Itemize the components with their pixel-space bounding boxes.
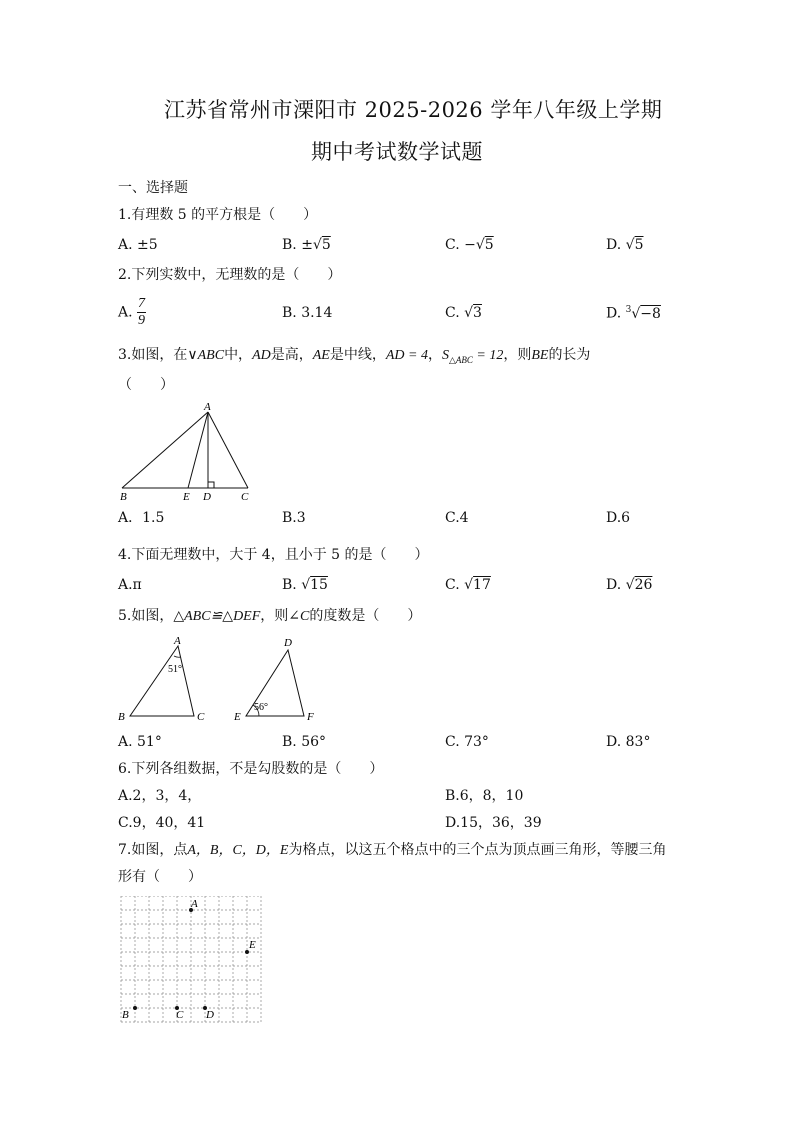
q3-label-d: D [203,491,211,503]
title-line-2: 期中考试数学试题 [311,140,483,164]
q5-triangles-figure [112,632,332,726]
q1-option-d: D. √5 [606,237,644,253]
q6-option-c: C.9，40，41 [118,815,206,831]
question-2-stem: 2.下列实数中，无理数的是（ ） [118,267,342,283]
q7-label-d: D [206,1009,214,1021]
q7-point-b [133,1006,137,1010]
q3-side-ab [122,412,208,488]
q1-option-b: B. ±√5 [282,237,331,253]
q7-label-e: E [249,939,256,951]
q3-option-b: B.3 [282,510,306,526]
q4-option-a: A.π [118,577,142,593]
q3-label-b: B [120,491,127,503]
q5-option-a: A. 51° [118,734,162,750]
question-1-stem: 1.有理数 5 的平方根是（ ） [118,207,318,223]
title-line-1: 江苏省常州市溧阳市 2025-2026 学年八年级上学期 [164,98,663,122]
q7-dashed-grid [121,896,261,1022]
question-6-stem: 6.下列各组数据，不是勾股数的是（ ） [118,761,384,777]
q5-option-b: B. 56° [282,734,327,750]
q1-option-c: C. −√5 [445,237,494,253]
q3-side-ac [208,412,248,488]
q5-triangle-abc [130,646,194,716]
q7-label-a: A [191,898,198,910]
q3-label-a: A [204,401,211,413]
q4-option-b: B. √15 [282,577,328,593]
q5-option-c: C. 73° [445,734,489,750]
q6-option-d: D.15，36，39 [445,815,542,831]
question-4-stem: 4.下面无理数中，大于 4，且小于 5 的是（ ） [118,547,429,563]
q3-median-ae [188,412,208,488]
q1-option-a: A. ±5 [118,237,158,253]
q3-option-a: A．1.5 [118,510,165,526]
q4-option-c: C. √17 [445,577,491,593]
q5-option-d: D. 83° [606,734,651,750]
q3-right-angle-mark [208,482,214,488]
q3-option-d: D.6 [606,510,631,526]
q6-option-a: A.2，3，4， [118,788,202,804]
q7-label-b: B [122,1009,129,1021]
question-3-stem: 3.如图，在∨ABC中，AD是高，AE是中线，AD = 4，$S_{\triangle ABC} = 12$，则BE的长为 [118,347,591,365]
q5-angle-e-label: 56° [254,702,268,713]
q2-option-d: D. $^3$√−8 [606,305,661,322]
q3-label-e: E [183,491,190,503]
question-5-stem: 5.如图，△ABC≌△DEF，则∠C的度数是（ ） [118,608,422,624]
q7-grid-figure [120,896,264,1024]
q4-option-d: D. √26 [606,577,653,593]
q5-label-a: A [174,635,181,647]
q6-option-b: B.6，8，10 [445,788,524,804]
q5-label-b: B [118,711,125,723]
q3-triangle-figure [110,398,270,506]
question-7-stem-line-2: 形有（ ） [118,869,202,885]
q2-option-c: C. √3 [445,305,482,321]
q5-label-c: C [197,711,205,723]
q2-option-b: B. 3.14 [282,305,333,321]
section-heading: 一、选择题 [118,180,188,196]
q3-label-c: C [241,491,249,503]
q5-label-f: F [307,711,314,723]
question-7-stem: 7.如图，点A，B，C，D，E为格点，以这五个格点中的三个点为顶点画三角形，等腰三角 [118,842,667,858]
q5-angle-a-label: 51° [168,664,182,675]
q2-option-a: A. $\frac{7}{9}$ [118,296,146,328]
q5-label-d: D [284,637,292,649]
q7-label-c: C [176,1009,184,1021]
q5-label-e: E [234,711,241,723]
q3-option-c: C.4 [445,510,469,526]
question-3-paren: （ ） [118,377,174,393]
